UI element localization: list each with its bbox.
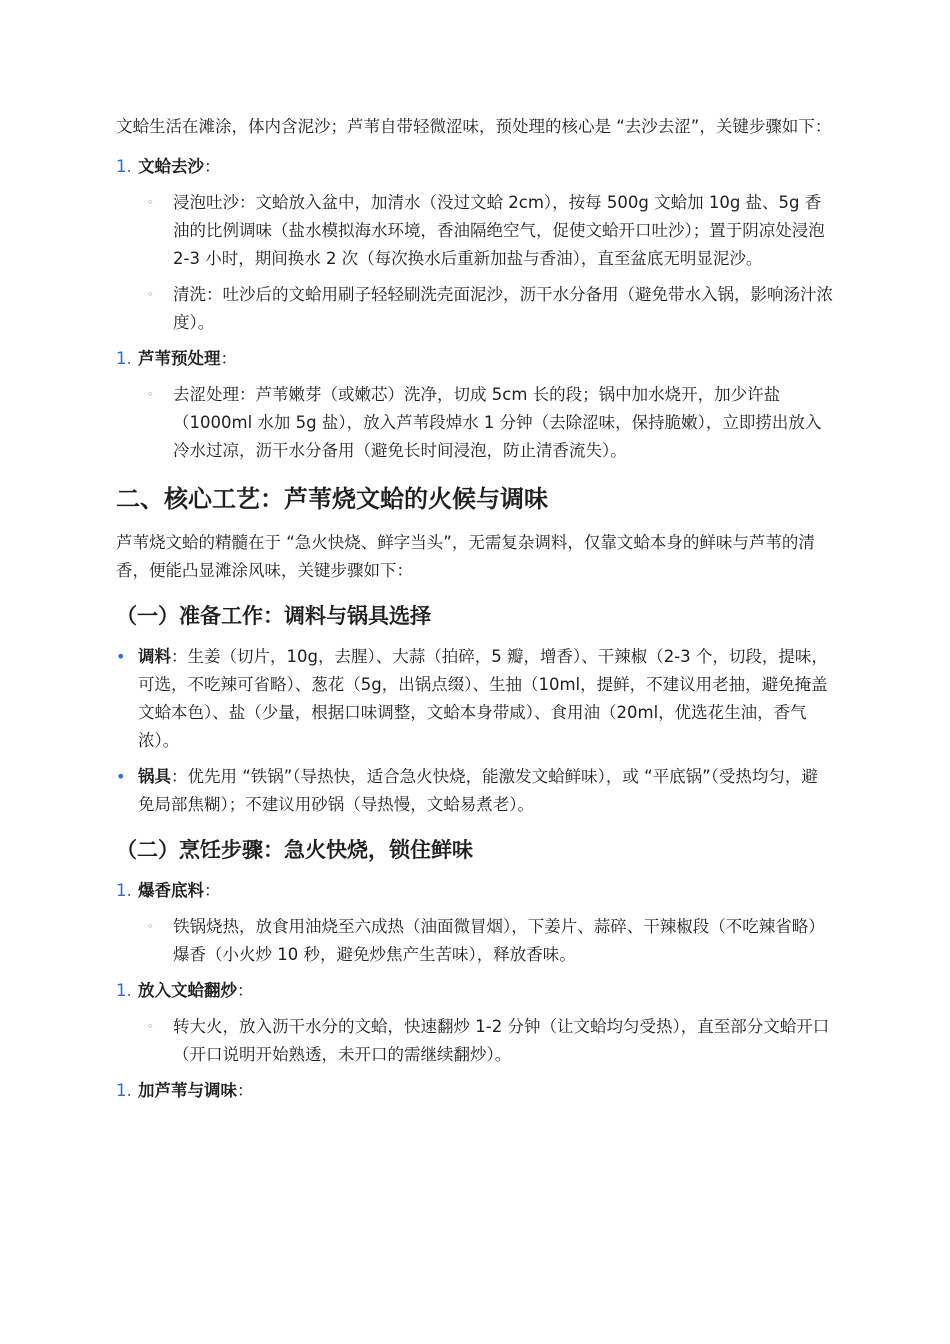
sub-item-text: 转大火，放入沥干水分的文蛤，快速翻炒 1-2 分钟（让文蛤均匀受热），直至部分文蛤开口（开口说明开始熟透，未开口的需继续翻炒）。 [173,1017,830,1064]
bullet-item-cookware: • 锅具：优先用 “铁锅”（导热快，适合急火快烧，能激发文蛤鲜味），或 “平底锅”（受热均匀，避免局部焦糊）；不建议用砂锅（导热慢，文蛤易煮老）。 [116,763,834,819]
sub-bullet: ◦ [147,288,154,301]
bullet-item-seasoning: • 调料：生姜（切片，10g，去腥）、大蒜（拍碎，5 瓣，增香）、干辣椒（2-3 个，切段，提味，可选，不吃辣可省略）、葱花（5g，出锅点缀）、生抽（10ml，提鲜，不建议用老抽，避免掩盖文蛤本色）、盐（少量，根据口味调整，文蛤本身带咸）、食用油（20ml，优选花生油，香气浓）。 [116,643,834,755]
bullet: • [116,647,126,666]
numbered-item-stir-fry-clams: 1. 放入文蛤翻炒： [116,977,834,1005]
section-intro: 芦苇烧文蛤的精髓在于 “急火快烧、鲜字当头”，无需复杂调料，仅靠文蛤本身的鲜味与芦苇的清香，便能凸显滩涂风味，关键步骤如下： [116,533,815,580]
numbered-item-reed-prep: 1. 芦苇预处理： [116,345,834,373]
list-item [147,1013,834,1069]
subsection-heading-cooking: （二）烹饪步骤：急火快烧，锁住鲜味 [116,838,473,862]
list-number: 1. [116,881,132,900]
item-title: 放入文蛤翻炒 [138,981,237,1000]
sub-list [147,1013,834,1069]
sub-list [147,189,834,337]
numbered-item-add-reed: 1. 加芦苇与调味： [116,1077,834,1105]
item-title: 文蛤去沙 [138,157,204,176]
sub-item-text: 清洗：吐沙后的文蛤用刷子轻轻刷洗壳面泥沙，沥干水分备用（避免带水入锅，影响汤汁浓度）。 [173,285,833,332]
list-number: 1. [116,349,132,368]
bullet-label: 锅具 [138,767,171,786]
list-item [147,381,834,465]
sub-list [147,381,834,465]
list-number: 1. [116,981,132,1000]
bullet: • [116,767,126,786]
sub-item-text: 去涩处理：芦苇嫩芽（或嫩芯）洗净，切成 5cm 长的段；锅中加水烧开，加少许盐（1000ml 水加 5g 盐），放入芦苇段焯水 1 分钟（去除涩味，保持脆嫩），立即捞出放入冷水过凉，沥干水分备用（避免长时间浸泡，防止清香流失）。 [173,385,822,460]
sub-bullet: ◦ [147,1020,154,1033]
item-title: 爆香底料 [138,881,204,900]
list-number: 1. [116,1081,132,1100]
document-content [116,113,834,1113]
bullet-label: 调料 [138,647,171,666]
numbered-item-clam-desand: 1. 文蛤去沙： [116,153,834,181]
intro-paragraph: 文蛤生活在滩涂，体内含泥沙；芦苇自带轻微涩味，预处理的核心是 “去沙去涩”，关键步骤如下： [116,117,832,136]
bullet-text: 优先用 “铁锅”（导热快，适合急火快烧，能激发文蛤鲜味），或 “平底锅”（受热均匀，避免局部焦糊）；不建议用砂锅（导热慢，文蛤易煮老）。 [138,767,818,814]
sub-list [147,913,834,969]
sub-bullet: ◦ [147,196,154,209]
bullet-text: 生姜（切片，10g，去腥）、大蒜（拍碎，5 瓣，增香）、干辣椒（2-3 个，切段，提味，可选，不吃辣可省略）、葱花（5g，出锅点缀）、生抽（10ml，提鲜，不建议用老抽，避免掩盖文蛤本色）、盐（少量，根据口味调整，文蛤本身带咸）、食用油（20ml，优选花生油，香气浓）。 [138,647,828,750]
list-item [147,913,834,969]
item-title: 加芦苇与调味 [138,1081,237,1100]
sub-item-text: 浸泡吐沙：文蛤放入盆中，加清水（没过文蛤 2cm），按每 500g 文蛤加 10g 盐、5g 香油的比例调味（盐水模拟海水环境，香油隔绝空气，促使文蛤开口吐沙）；置于阴凉处浸泡 2-3 小时，期间换水 2 次（每次换水后重新加盐与香油），直至盆底无明显泥沙。 [173,193,825,268]
list-number: 1. [116,157,132,176]
section-heading: 二、核心工艺：芦苇烧文蛤的火候与调味 [116,485,548,513]
item-title: 芦苇预处理 [138,349,221,368]
numbered-item-aromatics: 1. 爆香底料： [116,877,834,905]
subsection-heading-prep: （一）准备工作：调料与锅具选择 [116,604,431,628]
sub-item-text: 铁锅烧热，放食用油烧至六成热（油面微冒烟），下姜片、蒜碎、干辣椒段（不吃辣省略）爆香（小火炒 10 秒，避免炒焦产生苦味），释放香味。 [173,917,825,964]
sub-bullet: ◦ [147,388,154,401]
sub-bullet: ◦ [147,920,154,933]
list-item [147,281,834,337]
list-item [147,189,834,273]
